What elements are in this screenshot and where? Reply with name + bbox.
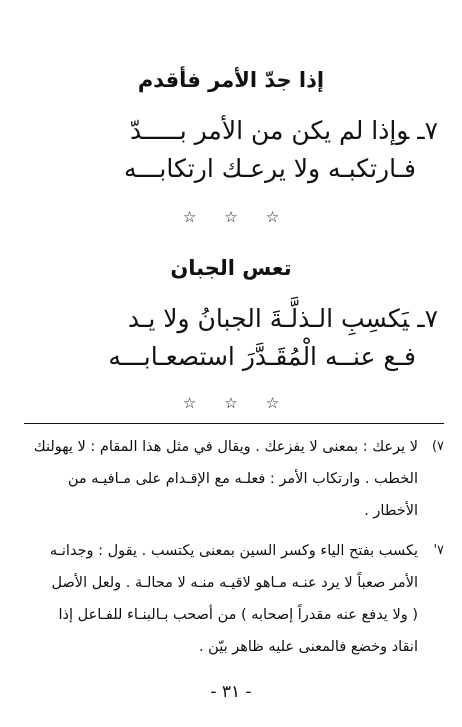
verse-1-line-2: فـارتكبـه ولا يرعـك ارتكابـــه (124, 154, 416, 183)
star-icon: ☆ (182, 394, 197, 412)
star-icon: ☆ (265, 394, 280, 412)
footnote-divider (24, 423, 444, 424)
star-separator-1 (0, 208, 462, 226)
verse-2-line-2: فـع عنــه الْمُقَـدَّرَ استصعـابـــه (108, 342, 416, 371)
star-icon: ☆ (182, 208, 197, 226)
star-icon: ☆ (265, 208, 280, 226)
verse-2-number: ٧ـ (417, 304, 438, 333)
verse-1-line-1-text: وإذا لم يكن من الأمر بـــــدّ (129, 116, 410, 145)
verse-1-line-1 (130, 118, 438, 143)
section-title-1: إذا جدّ الأمر فأقدم (137, 68, 325, 92)
footnote-2-line: انقاد وخضع فالمعنى عليه ظاهر بيّن . (198, 639, 418, 655)
footnote-1-number: ٧) (431, 439, 444, 454)
page-number: - ٣١ - (210, 682, 252, 702)
verse-2-line-1 (128, 306, 438, 331)
footnote-2-number: ٧' (433, 543, 444, 558)
footnote-2-line: الأمر صعباً لا يرد عنـه مـاهو لاقيـه منـه لا محالـة . ولعل الأصل (51, 575, 418, 591)
footnote-2-line: يكسب بفتح الياء وكسر السين بمعنى يكتسب . يقول : وجدانـه (49, 543, 418, 559)
footnote-1-line: الأخطار . (364, 503, 418, 519)
verse-2-line-1-text: يَكسِبِ الـذلَّـةَ الجبانُ ولا يـد (127, 304, 410, 333)
section-title-2: تعس الجبان (170, 256, 292, 280)
footnote-1 (18, 431, 444, 527)
star-icon: ☆ (224, 208, 238, 226)
footnote-1-line: الخطب . وارتكاب الأمر : فعلـه مع الإقـدام على مـافيـه من (67, 471, 418, 487)
footnote-2 (18, 535, 444, 663)
star-separator-2 (0, 394, 462, 412)
verse-1-number: ٧ـ (417, 116, 438, 145)
footnote-2-line: ( ولا يدفع عنه مقدراً إصحابه ) من أصحب بـالبنـاء للفـاعل إذا (58, 607, 418, 623)
footnote-1-line: لا يرعك : بمعنى لا يفزعك . ويقال في مثل هذا المقام : لا يهولنك (33, 439, 418, 455)
star-icon: ☆ (224, 394, 238, 412)
